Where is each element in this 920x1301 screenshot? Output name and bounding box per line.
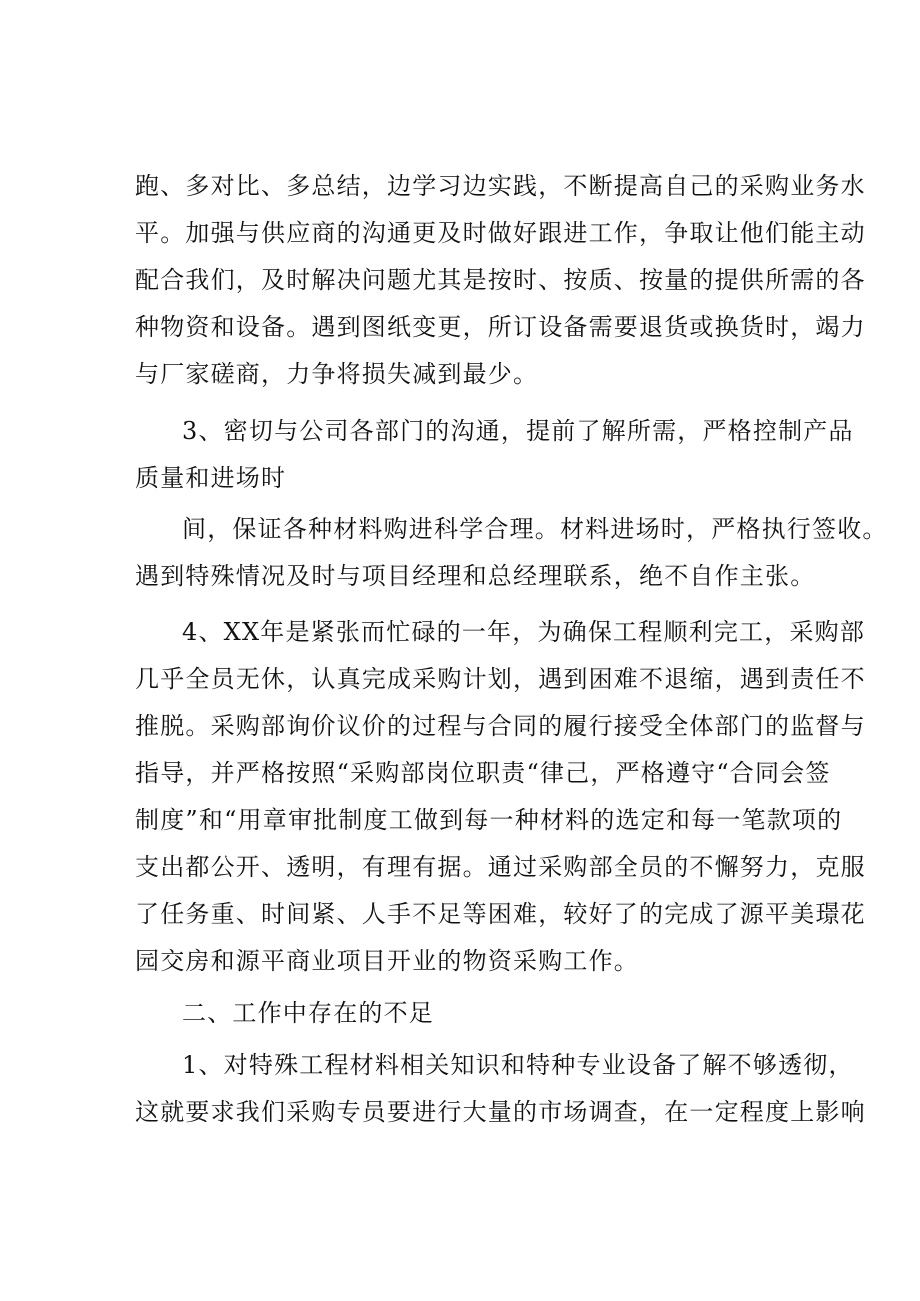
text-line: 间，保证各种材料购进科学合理。材料进场时，严格执行签收。 — [182, 515, 888, 543]
text-line: 平。加强与供应商的沟通更及时做好跟进工作，争取让他们能主动 — [135, 219, 866, 247]
text-line: 与厂家磋商，力争将损失减到最少。 — [135, 360, 539, 388]
text-line: 种物资和设备。遇到图纸变更，所订设备需要退货或换货时，竭力 — [135, 313, 866, 341]
text-line: 了任务重、时间紧、人手不足等困难，较好了的完成了源平美璟花 — [135, 900, 866, 928]
text-line: 质量和进场时 — [135, 464, 287, 492]
paragraph-3-start: 3、密切与公司各部门的沟通，提前了解所需，严格控制产品 — [182, 417, 854, 445]
paragraph-1-start: 1、对特殊工程材料相关知识和特种专业设备了解不够透彻， — [182, 1051, 854, 1079]
text-line: 跑、多对比、多总结，边学习边实践，不断提高自己的采购业务水 — [135, 172, 866, 200]
paragraph-4-start: 4、XX年是紧张而忙碌的一年，为确保工程顺利完工，采购部 — [182, 618, 866, 646]
text-line: 园交房和源平商业项目开业的物资采购工作。 — [135, 947, 639, 975]
text-line: 指导，并严格按照“采购部岗位职责“律己，严格遵守“合同会签 — [135, 759, 831, 787]
text-line: 配合我们，及时解决问题尤其是按时、按质、按量的提供所需的各 — [135, 266, 866, 294]
text-line: 支出都公开、透明，有理有据。通过采购部全员的不懈努力，克服 — [135, 853, 866, 881]
text-line: 几乎全员无休，认真完成采购计划，遇到困难不退缩，遇到责任不 — [135, 665, 866, 693]
text-line: 推脱。采购部询价议价的过程与合同的履行接受全体部门的监督与 — [135, 712, 866, 740]
text-line: 这就要求我们采购专员要进行大量的市场调查，在一定程度上影响 — [135, 1098, 866, 1126]
text-line: 制度”和“用章审批制度工做到每一种材料的选定和每一笔款项的 — [135, 806, 843, 834]
text-line: 遇到特殊情况及时与项目经理和总经理联系，绝不自作主张。 — [135, 562, 816, 590]
section-heading: 二、工作中存在的不足 — [182, 999, 434, 1027]
